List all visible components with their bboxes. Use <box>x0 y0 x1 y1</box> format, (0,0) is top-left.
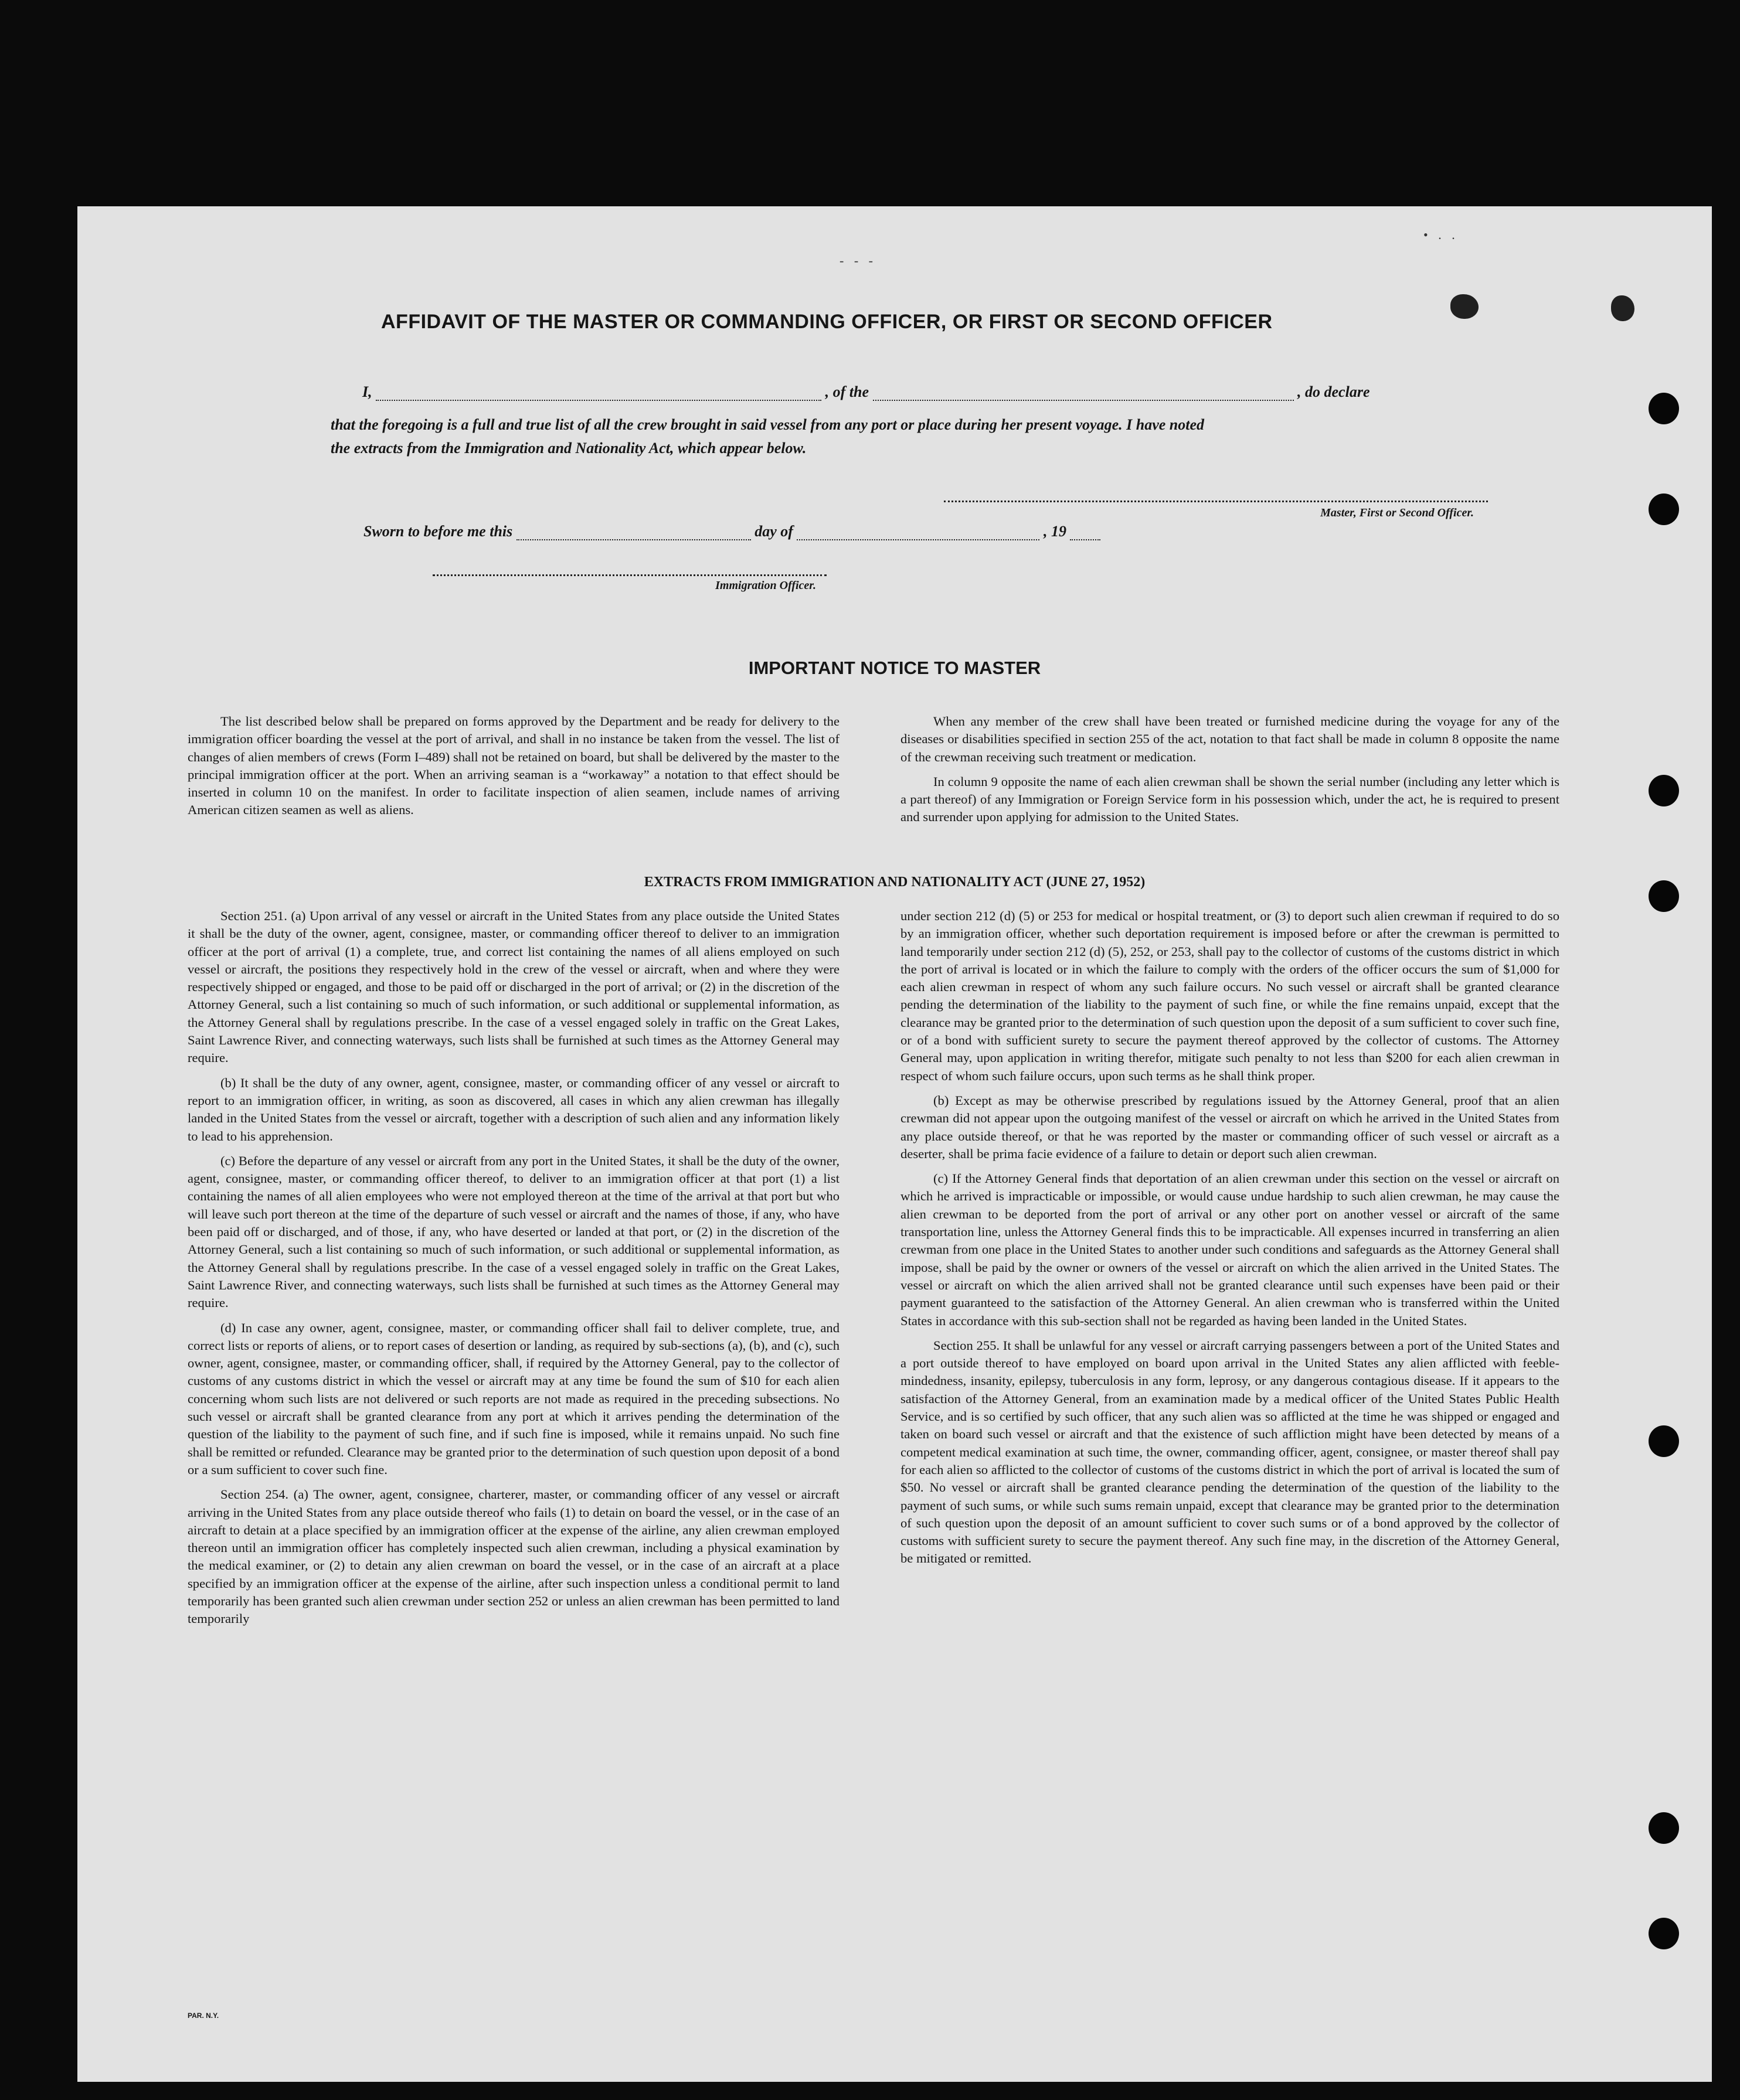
notice-left-column <box>188 713 840 826</box>
scan-mark-top: - - - <box>840 253 876 268</box>
punch-hole-1 <box>1649 393 1679 424</box>
section-251c: (c) Before the departure of any vessel or aircraft from any port in the United States, it shall be the duty of the owner, agent, consignee, master, or commanding officer thereof, to deliver to an immigration officer at that port (1) a list containing the names of all alien employees who were not employed thereon at the time of the arrival at that port but who will leave such port thereon at the time of the departure of such vessel or aircraft and the names of those, if any, who have been paid off or discharged, and of those, if any, who have deserted or landed at that port, or (2) in the discretion of the Attorney General, such a list containing so much of such information, or such additional or supplemental information, as the Attorney General shall by regulations prescribe. In the case of a vessel engaged solely in traffic on the Great Lakes, Saint Lawrence River, and connecting waterways, such lists shall be furnished at such times as the Attorney General may require. <box>188 1153 840 1311</box>
notice-title: IMPORTANT NOTICE TO MASTER <box>748 658 1041 678</box>
section-251d: (d) In case any owner, agent, consignee, master, or commanding officer shall fail to deliver complete, true, and correct lists or reports of aliens, or to report cases of desertion or landing, as required by sub-sections (a), (b), and (c), such owner, agent, consignee, master, or commanding officer, shall, if required by the Attorney General, pay to the collector of customs of any customs district in which the vessel or aircraft may at any time be found the sum of $10 for each alien concerning whom such lists are not delivered or such reports are not made as required in the preceding subsections. No such vessel or aircraft shall be granted clearance from any port at which it arrives pending the determination of the question of the liability to the payment of such fine, and if such fine is imposed, while it remains unpaid. No such fine shall be remitted or refunded. Clearance may be granted prior to the determination of such question upon deposit of a bond or a sum sufficient to cover such fine. <box>188 1320 840 1477</box>
section-251a: Section 251. (a) Upon arrival of any vessel or aircraft in the United States from any place outside the United States it shall be the duty of the owner, agent, consignee, master, or commanding officer thereof to deliver to an immigration officer at the port of arrival (1) a complete, true, and correct list containing the names of all aliens employed on such vessel or aircraft, the positions they respectively hold in the crew of the vessel or aircraft, when and where they were respectively shipped or engaged, and those to be paid off or discharged in the port of arrival; or (2) in the discretion of the Attorney General, such a list containing so much of such information, or such additional or supplemental information, as the Attorney General shall by regulations prescribe. In the case of a vessel engaged solely in traffic on the Great Lakes, Saint Lawrence River, and connecting waterways, such lists shall be furnished at such times as the Attorney General may require. <box>188 908 840 1066</box>
sworn-label: Sworn to before me this <box>363 523 513 540</box>
officer-signature-line <box>433 574 827 576</box>
affidavit-line-3: the extracts from the Immigration and Nationality Act, which appear below. <box>331 440 807 457</box>
notice-right-column <box>900 713 1559 833</box>
sworn-month-blank <box>797 537 1039 540</box>
notice-paragraph: In column 9 opposite the name of each alien crewman shall be shown the serial number (including any letter which is a part thereof) of any Immigration or Foreign Service form in his possession which, under the act, he is required to present and surrender upon applying for admission to the United States. <box>900 774 1559 825</box>
extracts-left-column <box>188 907 840 1635</box>
do-declare-label: , do declare <box>1297 383 1370 400</box>
section-254a: Section 254. (a) The owner, agent, consignee, charterer, master, or commanding officer of any vessel or aircraft arriving in the United States from any place outside thereof who fails (1) to detain on board the vessel, or in the case of an aircraft to detain at a place specified by an immigration officer at the expense of the airline, any alien crewman employed thereon until an immigration officer has completely inspected such alien crewman, including a physical examination by the medical examiner, or (2) to detain any alien crewman on board the vessel, or in the case of an aircraft at a place specified by an immigration officer at the expense of the airline, after such inspection unless a conditional permit to land temporarily has been granted such alien crewman under section 252 or unless an alien crewman has been permitted to land temporarily <box>188 1487 840 1626</box>
extracts-title: EXTRACTS FROM IMMIGRATION AND NATIONALITY ACT (JUNE 27, 1952) <box>644 874 1146 890</box>
sworn-day-blank <box>516 537 751 540</box>
scan-mark-right: • . . <box>1423 227 1459 242</box>
punch-hole-5 <box>1649 1425 1679 1457</box>
day-of-label: day of <box>755 523 793 540</box>
vessel-blank <box>873 397 1294 401</box>
affidavit-line-2: that the foregoing is a full and true list of all the crew brought in said vessel from any port or place during her present voyage. I have noted <box>331 416 1205 433</box>
printer-imprint: PAR. N.Y. <box>188 2011 219 2020</box>
ink-mark-2 <box>1611 295 1634 321</box>
year-label: , 19 <box>1043 523 1066 540</box>
punch-hole-7 <box>1649 1918 1679 1949</box>
section-251b: (b) It shall be the duty of any owner, agent, consignee, master, or commanding officer of any vessel or aircraft to report to an immigration officer, in writing, as soon as discovered, all cases in which any alien crewman has illegally landed in the United States from the vessel or aircraft, together with a description of such alien and any information likely to lead to his apprehension. <box>188 1075 840 1143</box>
sworn-year-blank <box>1070 537 1100 540</box>
extracts-right-column <box>900 907 1559 1575</box>
master-signature-line <box>944 501 1488 502</box>
punch-hole-6 <box>1649 1812 1679 1844</box>
affidavit-i-label: I, <box>362 383 372 400</box>
sworn-line <box>363 523 1100 540</box>
officer-signature-caption: Immigration Officer. <box>715 579 816 592</box>
section-255: Section 255. It shall be unlawful for any vessel or aircraft carrying passengers between a port of the United States and a port outside thereof to have employed on board upon arrival in the United States any alien afflicted with feeble-mindedness, insanity, epilepsy, tuberculosis in any form, leprosy, or any dangerous contagious disease. If it appears to the satisfaction of the Attorney General, from an examination made by a medical officer of the United States Public Health Service, and is so certified by such officer, that any such alien was so afflicted at the time he was shipped or engaged and taken on board such vessel or aircraft and that the existence of such affliction might have been detected by means of a competent medical examination at such time, the owner, commanding officer, agent, consignee, or master thereof shall pay for each alien so afflicted to the collector of customs of the customs district in which the port of arrival is located the sum of $50. No vessel or aircraft shall be granted clearance pending the determination of the question of the liability to the payment of such sums, or while such sums remain unpaid, except that clearance may be granted prior to the determination of such question upon the deposit of an amount sufficient to cover such sums or of a bond approved by the collector of customs with sufficient surety to secure the payment thereof. Any such fine may, in the discretion of the Attorney General, be mitigated or remitted. <box>900 1337 1559 1566</box>
section-254b: (b) Except as may be otherwise prescribed by regulations issued by the Attorney General, proof that an alien crewman did not appear upon the outgoing manifest of the vessel or aircraft on which he arrived in the United States from any place outside thereof, or that he was reported by the master or commanding officer of such vessel or aircraft as a deserter, shall be prima facie evidence of a failure to detain or deport such alien crewman. <box>900 1092 1559 1161</box>
section-254c: (c) If the Attorney General finds that deportation of an alien crewman under this section on the vessel or aircraft on which he arrived is impracticable or impossible, or would cause undue hardship to such alien crewman, he may cause the alien crewman to be deported from the port of arrival or any other port on another vessel or aircraft of the same transportation line, unless the Attorney General finds this to be impracticable. All expenses incurred in transferring an alien crewman from one place in the United States to another under such conditions and safeguards as the Attorney General shall impose, shall be paid by the owner or owners of the vessel or aircraft on which the alien arrived in the United States. The vessel or aircraft on which the alien arrived shall not be granted clearance until such expenses have been paid or their payment guaranteed to the satisfaction of the Attorney General. An alien crewman who is transferred within the United States in accordance with this sub-section shall not be regarded as having been landed in the United States. <box>900 1171 1559 1328</box>
master-signature-caption: Master, First or Second Officer. <box>1320 506 1474 519</box>
affidavit-title: AFFIDAVIT OF THE MASTER OR COMMANDING OFFICER, OR FIRST OR SECOND OFFICER <box>381 311 1273 333</box>
affidavit-line-1 <box>362 383 1369 401</box>
of-the-label: , of the <box>825 383 869 400</box>
punch-hole-2 <box>1649 493 1679 525</box>
notice-paragraph: The list described below shall be prepared on forms approved by the Department and be ready for delivery to the immigration officer boarding the vessel at the port of arrival, and shall in no instance be taken from the vessel. The list of changes of alien members of crews (Form I–489) shall not be retained on board, but shall be delivered by the master to the principal immigration officer at the port. When an arriving seaman is a “workaway” a notation to that effect should be inserted in column 10 on the manifest. In order to facilitate inspection of alien seamen, include names of arriving American citizen seamen as well as aliens. <box>188 714 840 818</box>
section-254a-continued: under section 212 (d) (5) or 253 for medical or hospital treatment, or (3) to deport such alien crewman if required to do so by an immigration officer, whether such deportation requirement is imposed before or after the crewman is permitted to land temporarily under section 212 (d) (5), 252, or 253, shall pay to the collector of customs of the customs district in which the port of arrival is located or in which the failure to comply with the orders of the officer occurs the sum of $1,000 for each alien crewman in respect of whom any such failure occurs. No such vessel or aircraft shall be granted clearance pending the determination of the liability to the payment of such fine, or while the fine remains unpaid, except that the clearance may be granted prior to the determination of such question upon the deposit of a sum sufficient to cover such fine, or of a bond with sufficient surety to secure the payment thereof approved by the collector of customs. The Attorney General may, upon application in writing therefor, mitigate such penalty to not less than $200 for each alien crewman in respect of whom such failure occurs, upon such terms as he shall think proper. <box>900 908 1559 1083</box>
name-blank <box>376 397 821 401</box>
punch-hole-3 <box>1649 775 1679 806</box>
document-page <box>77 206 1712 2082</box>
notice-paragraph: When any member of the crew shall have been treated or furnished medicine during the voyage for any of the diseases or disabilities specified in section 255 of the act, notation to that fact shall be made in column 8 opposite the name of the crewman receiving such treatment or medication. <box>900 714 1559 764</box>
